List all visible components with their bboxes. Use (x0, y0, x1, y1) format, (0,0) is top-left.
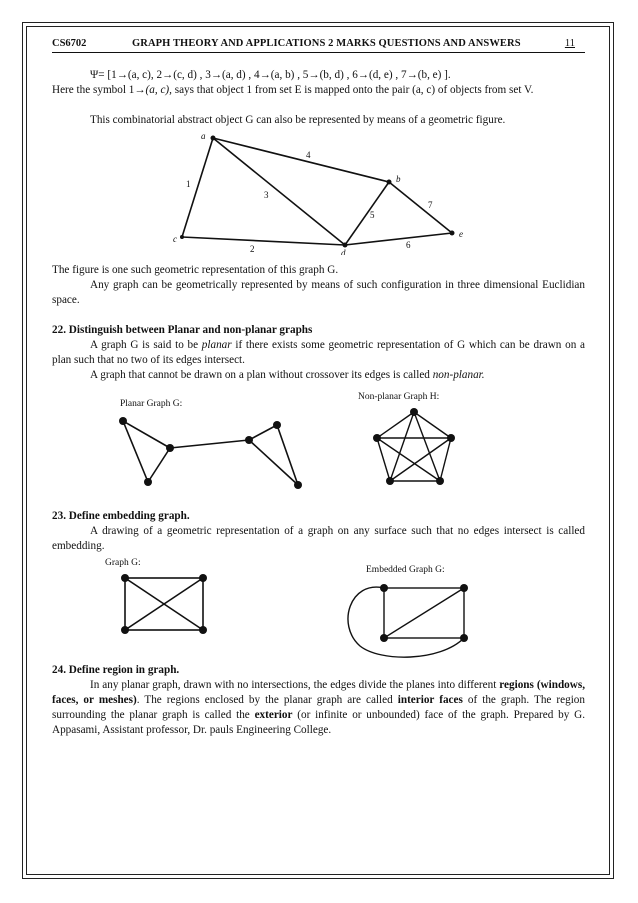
vertex-label-a: a (201, 131, 206, 141)
edge-label-7: 7 (428, 200, 433, 210)
q24-heading: 24. Define region in graph. (52, 664, 180, 676)
nonplanar-vertex (447, 434, 455, 442)
planar-vertex (144, 478, 152, 486)
k4-vertex (199, 574, 207, 582)
vertex-e (450, 231, 455, 236)
q22-nonplanar-definition: A graph that cannot be drawn on a plan without crossover its edges is called non-planar. (90, 369, 485, 381)
symbol-explanation: Here the symbol 1→(a, c), says that object 1 from set E is mapped onto the pair (a, c) of objects from set V. (52, 84, 534, 96)
planar-vertex (119, 417, 127, 425)
nonplanar-vertex (373, 434, 381, 442)
vertex-label-b: b (396, 174, 401, 184)
edge-label-6: 6 (406, 240, 411, 250)
q23-heading: 23. Define embedding graph. (52, 510, 190, 522)
psi-map-4: 4→(a, b) , (254, 69, 300, 81)
vertex-d (343, 243, 348, 248)
q24-definition: In any planar graph, drawn with no intersections, the edges divide the planes into different regions (windows, faces, or meshes). The regions enclosed by the planar graph are called interior faces of the graph. The region surrounding the planar graph is called the exterior (or infinite or unbounded) face of the graph. Prepared by G. Appasami, Assistant professor, Dr. pauls Engineering College. (52, 679, 586, 736)
embedded-graph-figure (340, 570, 480, 662)
graph-g-figure (170, 130, 470, 255)
nonplanar-vertex (386, 477, 394, 485)
planar-graph-label: Planar Graph G: (120, 399, 183, 409)
nonplanar-vertex (436, 477, 444, 485)
planar-vertex (273, 421, 281, 429)
psi-prefix: Ψ= [ (90, 69, 112, 81)
graph-g-label: Graph G: (105, 558, 141, 568)
header-title: GRAPH THEORY AND APPLICATIONS 2 MARKS QUESTIONS AND ANSWERS (132, 38, 521, 49)
vertex-a (211, 136, 216, 141)
q22-planar-definition: A graph G is said to be planar if there exists some geometric representation of G which can be drawn on a plan such that no two of its edges intersect. (52, 339, 585, 366)
course-code: CS6702 (52, 38, 87, 49)
edge-6 (345, 233, 452, 245)
k4-vertex (121, 626, 129, 634)
psi-map-2: 2→(c, d) , (156, 69, 203, 81)
nonplanar-vertex (410, 408, 418, 416)
edge-label-4: 4 (306, 150, 311, 160)
page-header (52, 38, 585, 53)
nonplanar-graph-label: Non-planar Graph H: (358, 392, 440, 402)
embedded-vertex (460, 584, 468, 592)
planar-vertex (245, 436, 253, 444)
psi-mapping (90, 68, 590, 83)
vertex-b (387, 180, 392, 185)
edge-label-5: 5 (370, 210, 375, 220)
psi-map-1: 1→(a, c), (111, 69, 154, 81)
edge-label-1: 1 (186, 179, 191, 189)
psi-map-5: 5→(b, d) , (302, 69, 350, 81)
psi-map-3: 3→(a, d) , (205, 69, 252, 81)
embedded-graph-label: Embedded Graph G: (366, 565, 445, 575)
edge-7 (389, 182, 452, 233)
figure-caption: The figure is one such geometric representation of this graph G. (52, 264, 339, 276)
embedded-vertex (460, 634, 468, 642)
vertex-label-e: e (459, 229, 463, 239)
embedded-vertex (380, 634, 388, 642)
edge-2 (182, 237, 345, 245)
k4-vertex (121, 574, 129, 582)
planar-vertex (294, 481, 302, 489)
edge-label-3: 3 (264, 190, 269, 200)
k4-vertex (199, 626, 207, 634)
psi-map-6: 6→(d, e) , (352, 69, 399, 81)
edge-label-2: 2 (250, 244, 255, 254)
q22-heading: 22. Distinguish between Planar and non-planar graphs (52, 324, 313, 336)
page-number: 11 (564, 38, 575, 49)
graph-g-k4-figure (115, 568, 215, 638)
planar-vertex (166, 444, 174, 452)
vertex-label-d: d (341, 248, 346, 255)
embedded-vertex (380, 584, 388, 592)
vertex-label-c: c (173, 234, 177, 244)
planar-graph-figure (110, 410, 310, 495)
vertex-c (180, 235, 184, 239)
psi-map-7: 7→(b, e) ]. (400, 69, 451, 81)
combinatorial-text: This combinatorial abstract object G can also be represented by means of a geometric figure. (90, 114, 506, 126)
geometric-representation-text: Any graph can be geometrically represented by means of such configuration in three dimensional Euclidian space. (52, 279, 585, 306)
nonplanar-graph-figure (365, 403, 465, 493)
edge-5 (345, 182, 389, 245)
q23-definition: A drawing of a geometric representation of a graph on any surface such that no edges intersect is called embedding. (52, 525, 585, 552)
